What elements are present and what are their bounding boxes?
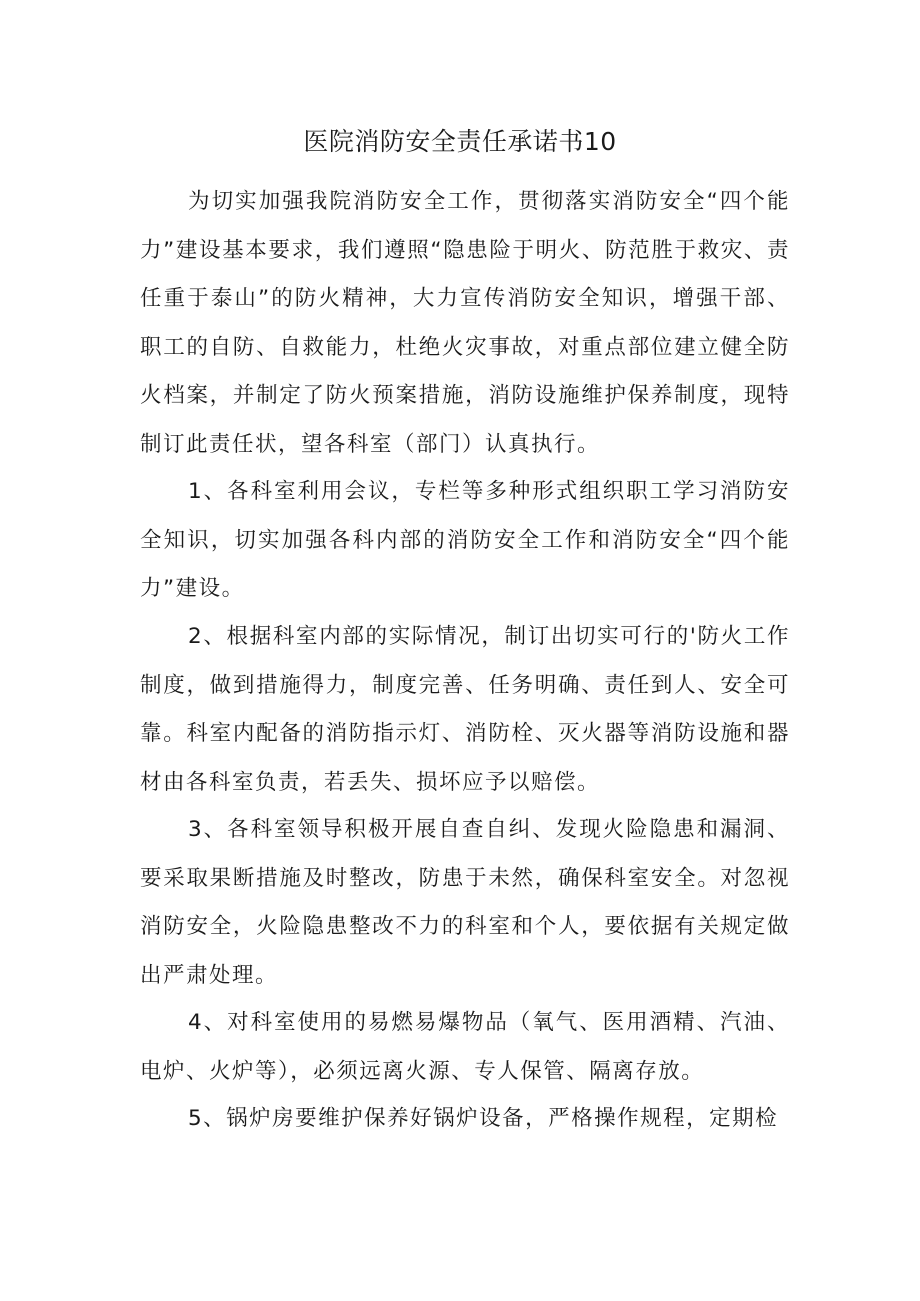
document-title: 医院消防安全责任承诺书10 [303, 127, 617, 156]
intro-paragraph: 为切实加强我院消防安全工作，贯彻落实消防安全“四个能力”建设基本要求，我们遵照“隐患险于明火、防范胜于救灾、责任重于泰山”的防火精神，大力宣传消防安全知识，增强干部、职工的自防、自救能力，杜绝火灾事故，对重点部位建立健全防火档案，并制定了防火预案措施，消防设施维护保养制度，现特制订此责任状，望各科室（部门）认真执行。 [140, 189, 790, 457]
clause-2-paragraph: 2、根据科室内部的实际情况，制订出切实可行的'防火工作制度，做到措施得力，制度完善、任务明确、责任到人、安全可靠。科室内配备的消防指示灯、消防栓、灭火器等消防设施和器材由各科室负责，若丢失、损坏应予以赔偿。 [140, 624, 790, 795]
clause-5-paragraph: 5、锅炉房要维护保养好锅炉设备，严格操作规程，定期检 [188, 1106, 779, 1131]
clause-3-paragraph: 3、各科室领导积极开展自查自纠、发现火险隐患和漏洞、要采取果断措施及时整改，防患于未然，确保科室安全。对忽视消防安全，火险隐患整改不力的科室和个人，要依据有关规定做出严肃处理。 [140, 817, 790, 988]
clause-4-paragraph: 4、对科室使用的易燃易爆物品（氧气、医用酒精、汽油、电炉、火炉等），必须远离火源、专人保管、隔离存放。 [140, 1010, 790, 1084]
clause-1-paragraph: 1、各科室利用会议，专栏等多种形式组织职工学习消防安全知识，切实加强各科内部的消防安全工作和消防安全“四个能力”建设。 [140, 479, 790, 601]
